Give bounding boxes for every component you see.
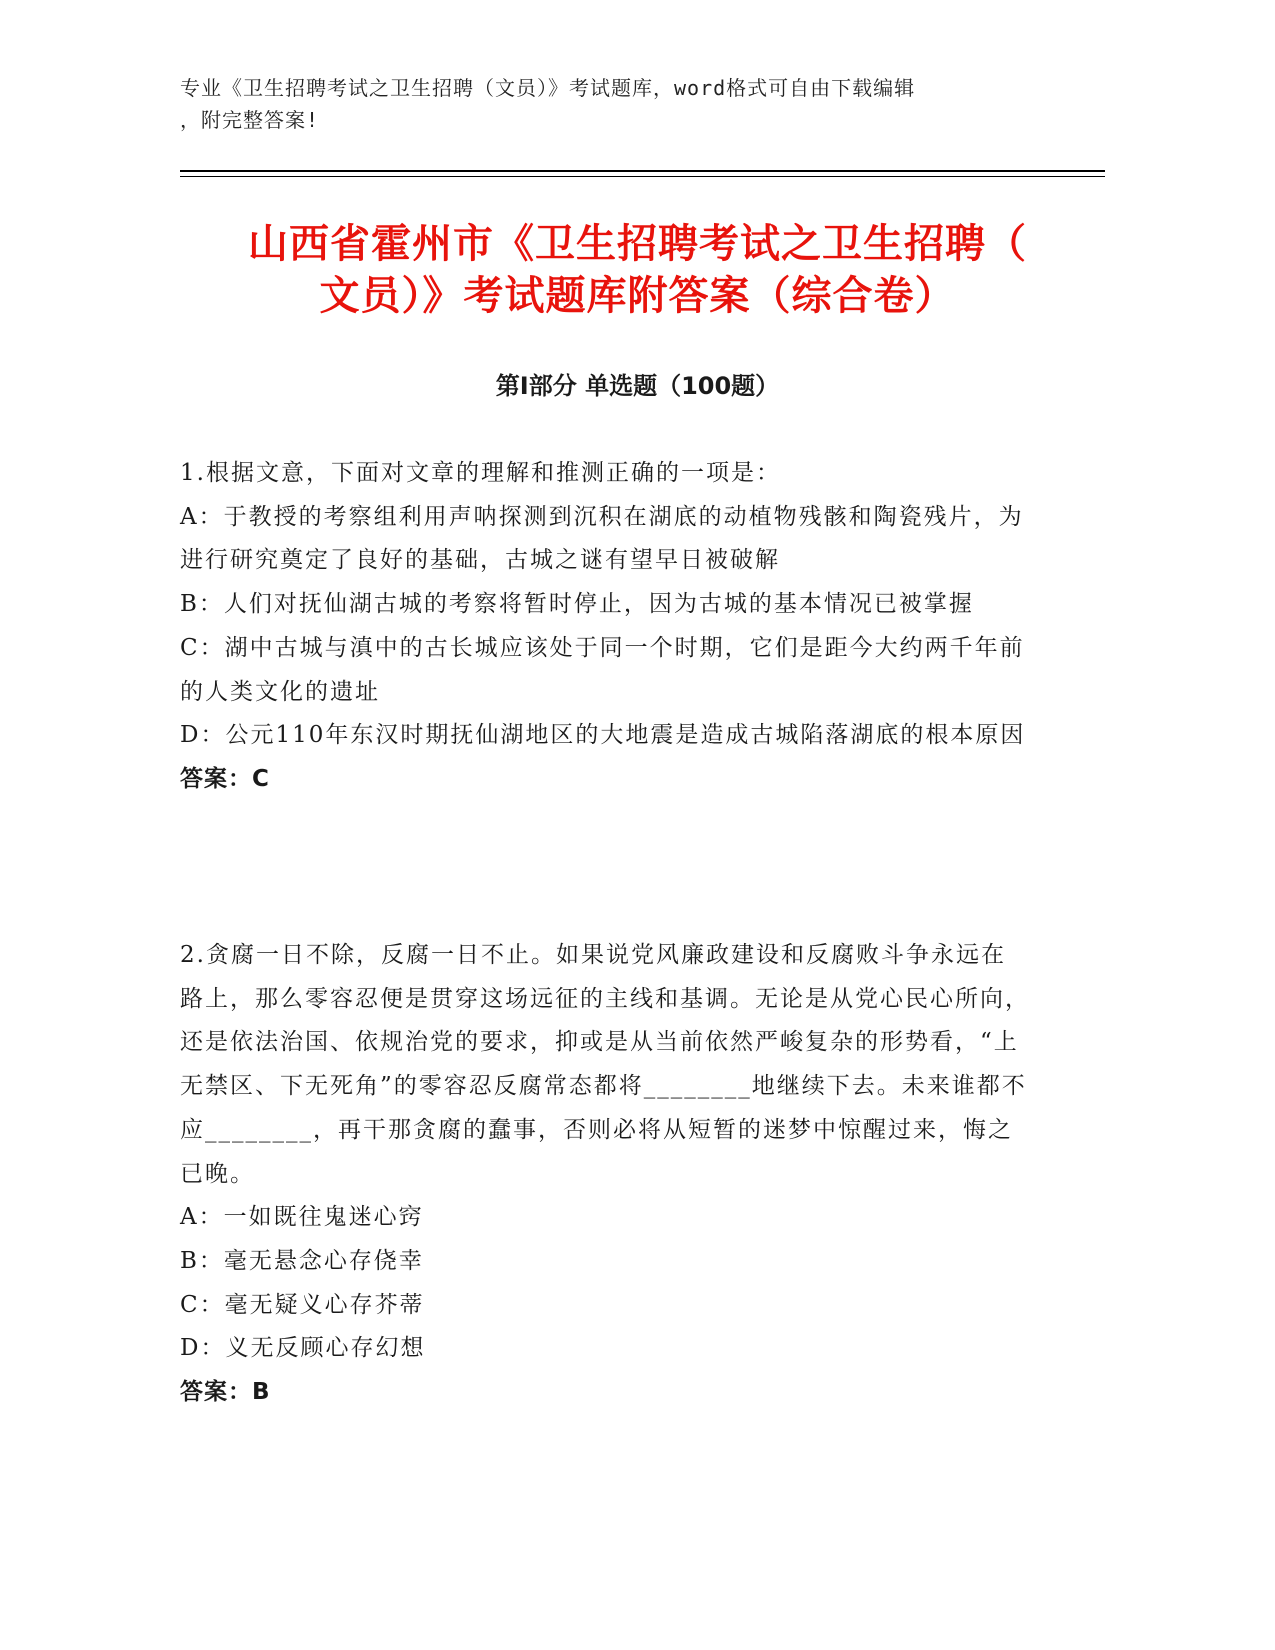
option-c: C：湖中古城与滇中的古长城应该处于同一个时期，它们是距今大约两千年前的人类文化的遗址	[180, 634, 1025, 705]
answer: 答案：B	[180, 1379, 271, 1406]
option-c: C：毫无疑义心存芥蒂	[180, 1291, 425, 1318]
question-stem: 2.贪腐一日不除，反腐一日不止。如果说党风廉政建设和反腐败斗争永远在路上，那么零容忍便是贯穿这场远征的主线和基调。无论是从党心民心所向，还是依法治国、依规治党的要求，抑或是从当前依然严峻复杂的形势看，“上无禁区、下无死角”的零容忍反腐常态都将________地继续下去。未来谁都不应________，再干那贪腐的蠢事，否则必将从短暂的迷梦中惊醒过来，悔之已晚。	[180, 942, 1030, 1187]
document-title	[150, 218, 1125, 322]
option-d: D：义无反顾心存幻想	[180, 1335, 426, 1362]
question-2	[180, 934, 1030, 1415]
answer: 答案：C	[180, 765, 270, 792]
title-line-2: 文员）》考试题库附答案（综合卷）	[319, 273, 956, 319]
section-heading: 第I部分 单选题（100题）	[495, 372, 780, 400]
header-line-2: ，附完整答案!	[180, 108, 320, 132]
option-d: D：公元110年东汉时期抚仙湖地区的大地震是造成古城陷落湖底的根本原因	[180, 722, 1026, 749]
question-stem: 1.根据文意，下面对文章的理解和推测正确的一项是：	[180, 460, 781, 486]
option-b: B：人们对抚仙湖古城的考察将暂时停止，因为古城的基本情况已被掌握	[180, 591, 974, 618]
option-a: A：一如既往鬼迷心窍	[180, 1204, 424, 1231]
question-1	[180, 452, 1030, 802]
header-line-1: 专业《卫生招聘考试之卫生招聘（文员）》考试题库，word格式可自由下载编辑	[180, 76, 916, 100]
title-line-1: 山西省霍州市《卫生招聘考试之卫生招聘（	[248, 221, 1027, 267]
option-a: A：于教授的考察组利用声呐探测到沉积在湖底的动植物残骸和陶瓷残片，为进行研究奠定了良好的基础，古城之谜有望早日被破解	[180, 503, 1024, 574]
document-header	[180, 72, 1040, 136]
header-divider-thick	[180, 170, 1105, 172]
header-divider-thin	[180, 176, 1105, 177]
option-b: B：毫无悬念心存侥幸	[180, 1247, 424, 1274]
